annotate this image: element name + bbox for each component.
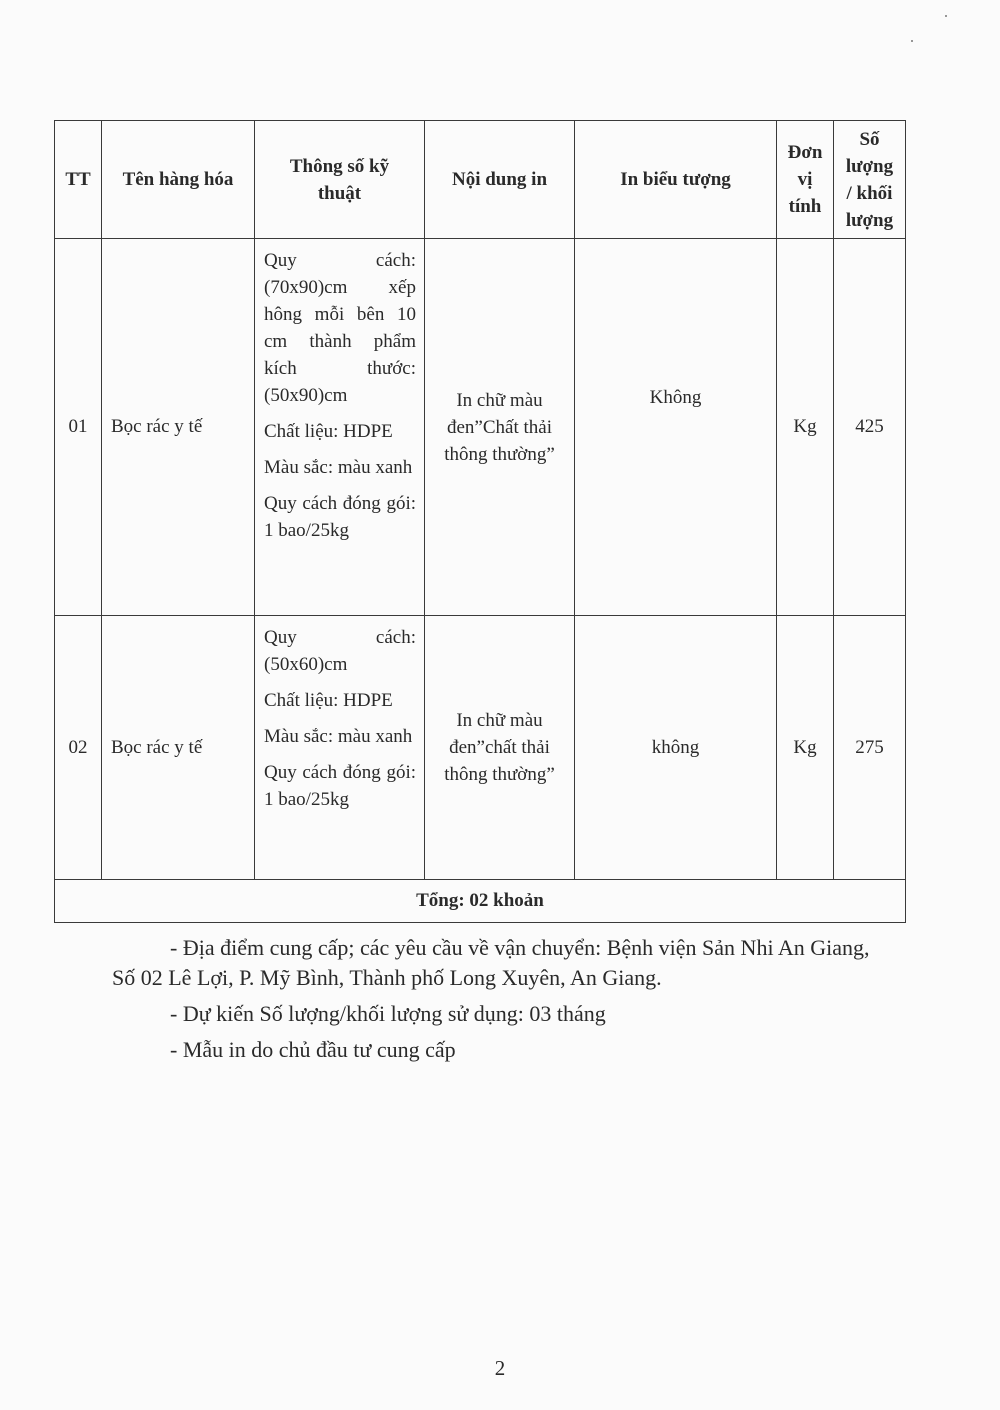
row-spec [255,616,425,880]
row-tt: 01 [55,239,102,616]
spec-line: Quy cách đóng gói: 1 bao/25kg [264,493,416,541]
table-row [55,239,906,616]
header-content: Nội dung in [425,121,575,239]
table-row [55,616,906,880]
table-header-row [55,121,906,239]
header-name: Tên hàng hóa [102,121,255,239]
row-unit: Kg [777,616,834,880]
row-name: Bọc rác y tế [102,616,255,880]
row-print-content: In chữ màu đen”chất thải thông thường” [425,616,575,880]
scan-speck [945,15,947,17]
row-unit: Kg [777,239,834,616]
spec-line: Quy cách đóng gói: 1 bao/25kg [264,762,416,810]
header-symbol: In biểu tượng [575,121,777,239]
note-delivery-location: - Địa điểm cung cấp; các yêu cầu về vận chuyển: Bệnh viện Sản Nhi An Giang, Số 02 Lê Lợi, P. Mỹ Bình, Thành phố Long Xuyên, An Giang. [112,935,870,990]
note-print-sample: - Mẫu in do chủ đầu tư cung cấp [170,1037,456,1062]
note-estimated-quantity: - Dự kiến Số lượng/khối lượng sử dụng: 03 tháng [170,1001,606,1026]
header-unit: Đơn vị tính [777,121,834,239]
total-row [55,880,906,923]
spec-line: Chất liệu: HDPE [264,421,393,442]
goods-table [54,120,906,923]
row-qty: 425 [834,239,906,616]
spec-line: Quy cách: (50x60)cm [264,627,416,675]
row-symbol: không [575,616,777,880]
spec-line: Màu sắc: màu xanh [264,726,413,747]
total-label: Tổng: 02 khoản [55,880,906,923]
spec-line: Màu sắc: màu xanh [264,457,413,478]
row-tt: 02 [55,616,102,880]
spec-line: Quy cách: (70x90)cm xếp hông mỗi bên 10 cm thành phẩm kích thước: (50x90)cm [264,250,416,406]
header-spec: Thông số kỹ thuật [255,121,425,239]
row-symbol: Không [575,239,777,616]
row-qty: 275 [834,616,906,880]
header-tt: TT [55,121,102,239]
spec-line: Chất liệu: HDPE [264,690,393,711]
page-number: 2 [494,1356,506,1380]
row-print-content: In chữ màu đen”Chất thải thông thường” [425,239,575,616]
notes-section [112,933,892,1071]
row-name: Bọc rác y tế [102,239,255,616]
scan-speck [911,40,913,42]
header-qty: Số lượng / khối lượng [834,121,906,239]
row-spec [255,239,425,616]
